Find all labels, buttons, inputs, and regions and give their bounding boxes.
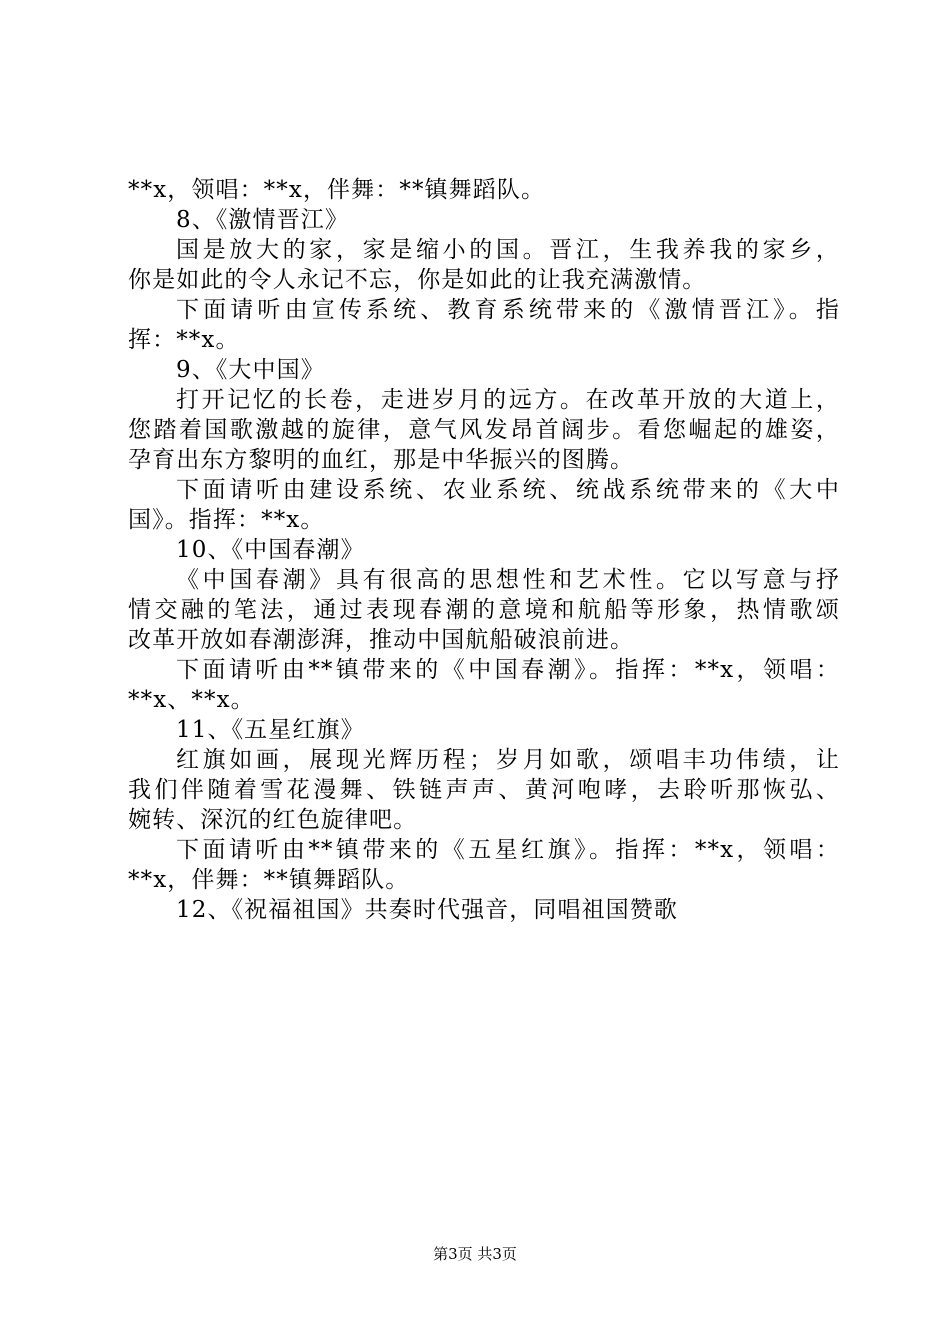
text-line: 您踏着国歌激越的旋律，意气风发昂首阔步。看您崛起的雄姿， xyxy=(128,417,840,443)
text-line: 你是如此的令人永记不忘，你是如此的让我充满激情。 xyxy=(128,267,707,293)
text-line: 8、《激情晋江》 xyxy=(176,207,349,233)
text-line: 国》。指挥：**x。 xyxy=(128,507,325,533)
text-line: 打开记忆的长卷，走进岁月的远方。在改革开放的大道上， xyxy=(176,387,840,413)
text-line: 10、《中国春潮》 xyxy=(176,537,365,563)
text-line: **x，伴舞：**镇舞蹈队。 xyxy=(128,867,410,893)
text-line: 婉转、深沉的红色旋律吧。 xyxy=(128,807,418,833)
text-line: 下面请听由建设系统、农业系统、统战系统带来的《大中 xyxy=(176,477,840,503)
text-line: 《中国春潮》具有很高的思想性和艺术性。它以写意与抒 xyxy=(176,567,840,593)
text-line: 下面请听由**镇带来的《五星红旗》。指挥：**x，领唱： xyxy=(176,837,840,863)
text-line: 红旗如画，展现光辉历程；岁月如歌，颂唱丰功伟绩，让 xyxy=(176,747,840,773)
text-line: 下面请听由宣传系统、教育系统带来的《激情晋江》。指 xyxy=(176,297,840,323)
text-line: 9、《大中国》 xyxy=(176,357,325,383)
document-body xyxy=(128,175,840,925)
text-line: 孕育出东方黎明的血红，那是中华振兴的图腾。 xyxy=(128,447,635,473)
text-line: 挥：**x。 xyxy=(128,327,240,353)
text-line: 下面请听由**镇带来的《中国春潮》。指挥：**x，领唱： xyxy=(176,657,840,683)
text-line: **x，领唱：**x，伴舞：**镇舞蹈队。 xyxy=(128,177,546,203)
text-line: 11、《五星红旗》 xyxy=(176,717,365,743)
text-line: 我们伴随着雪花漫舞、铁链声声、黄河咆哮，去聆听那恢弘、 xyxy=(128,777,840,803)
text-line: 12、《祝福祖国》共奏时代强音，同唱祖国赞歌 xyxy=(176,897,678,923)
text-line: 国是放大的家，家是缩小的国。晋江，生我养我的家乡， xyxy=(176,237,840,263)
text-line: 情交融的笔法，通过表现春潮的意境和航船等形象，热情歌颂 xyxy=(128,597,840,623)
page-footer: 第3页 共3页 xyxy=(433,1245,517,1263)
text-line: 改革开放如春潮澎湃，推动中国航船破浪前进。 xyxy=(128,627,635,653)
text-line: **x、**x。 xyxy=(128,687,255,713)
